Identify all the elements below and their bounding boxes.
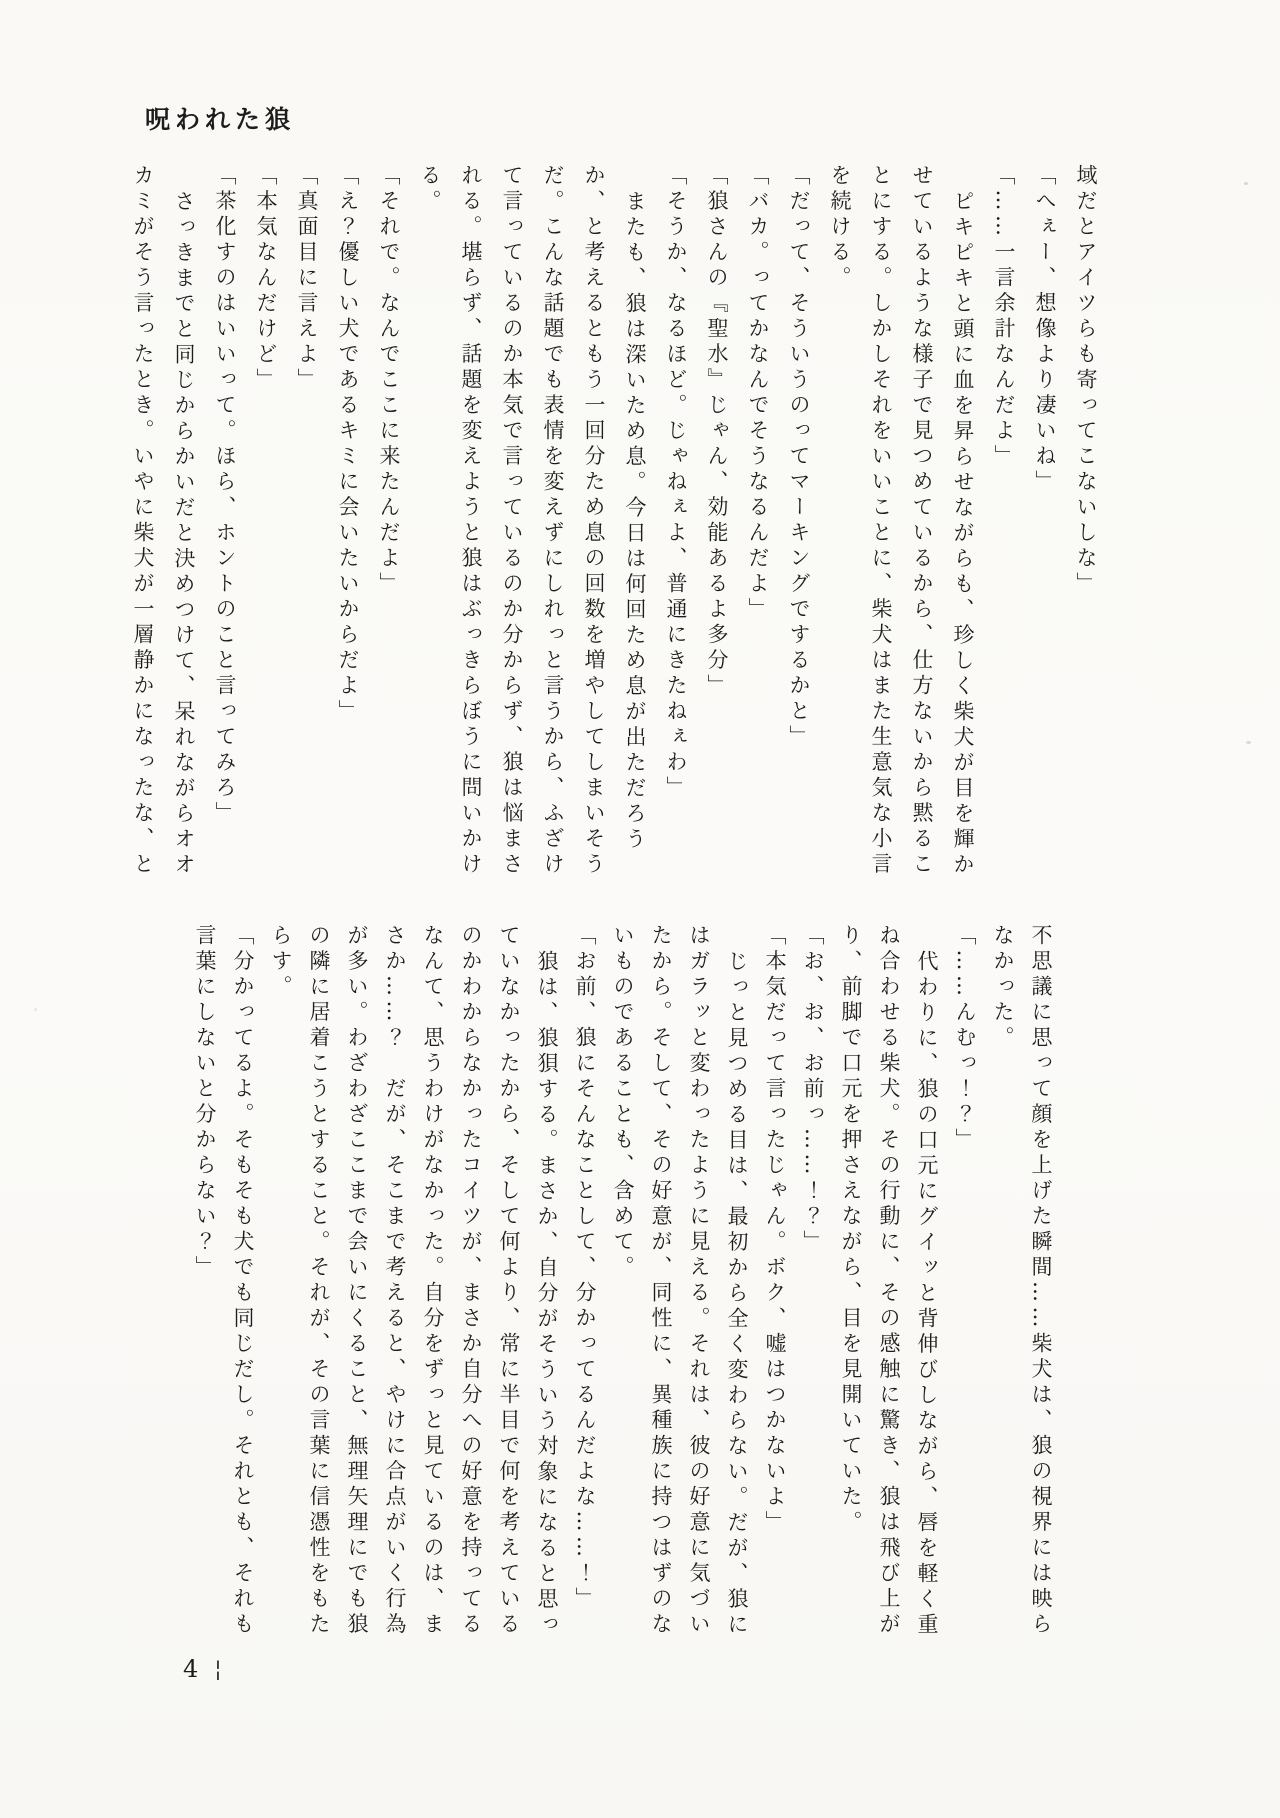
text-paragraph: 「……一言余計なんだよ」	[992, 164, 1016, 470]
scan-speck	[1244, 182, 1248, 185]
text-paragraph: 「本気なんだけど」	[254, 164, 278, 394]
text-paragraph: 「茶化すのはいいって。ほら、ホントのこと言ってみろ」	[213, 164, 237, 827]
text-paragraph: 「へぇー、想像より凄いね」	[1033, 164, 1057, 496]
page-number-value: 4	[183, 1655, 199, 1683]
text-paragraph: 「それで。なんでここに来たんだよ」	[377, 164, 401, 598]
text-paragraph: 代わりに、狼の口元にグイッと背伸びしながら、唇を軽く重ね合わせる柴犬。その行動に、その感触に驚き、狼は飛び上がり、前脚で口元を押さえながら、目を見開いていた。	[839, 924, 939, 1638]
text-paragraph: 「分かってるよ。そもそも犬でも同じだし。それとも、それも言葉にしないと分からない？」	[193, 924, 255, 1638]
text-paragraph: 「……んむっ！？」	[953, 924, 977, 1154]
text-paragraph: 「え？優しい犬であるキミに会いたいからだよ」	[336, 164, 360, 725]
text-paragraph: 不思議に思って顔を上げた瞬間……柴犬は、狼の視界には映らなかった。	[991, 924, 1053, 1638]
text-paragraph: 域だとアイツらも寄ってこないしな」	[1074, 164, 1098, 598]
text-paragraph: さっきまでと同じからかいだと決めつけて、呆れながらオオカミがそう言ったとき。いやに柴犬が一層静かになったな、と	[131, 164, 196, 878]
text-paragraph: じっと見つめる目は、最初から全く変わらない。だが、狼にはガラッと変わったように見える。それは、彼の好意に気づいたから。そして、その好意が、同性に、異種族に持つはずのないものであることも、含めて。	[611, 924, 749, 1638]
text-paragraph: 「狼さんの『聖水』じゃん、効能あるよ多分」	[705, 164, 729, 700]
text-paragraph: 「真面目に言えよ」	[295, 164, 319, 394]
text-paragraph: 「そうか、なるほど。じゃねぇよ、普通にきたねぇわ」	[664, 164, 688, 802]
scan-speck	[1246, 741, 1251, 744]
text-paragraph: ピキピキと頭に血を昇らせながらも、珍しく柴犬が目を輝かせているような様子で見つめているから、仕方ないから黙ることにする。しかしそれをいいことに、柴犬はまた生意気な小言を続ける。	[828, 164, 975, 878]
page-number	[183, 1655, 222, 1685]
text-paragraph: 「だって、そういうのってマーキングでするかと」	[787, 164, 811, 751]
text-block-bottom	[182, 924, 1060, 1640]
text-paragraph: 「お前、狼にそんなことして、分かってるんだよな……！」	[573, 924, 597, 1613]
text-paragraph: 「本気だって言ったじゃん。ボク、嘘はつかないよ」	[763, 924, 787, 1536]
page-number-mark: ¦	[214, 1657, 222, 1682]
scan-speck	[34, 1008, 37, 1011]
text-paragraph: 狼は、狼狽する。まさか、自分がそういう対象になると思っていなかったから、そして何より、常に半目で何を考えているのかわからなかったコイツが、まさか自分への好意を持ってるなんて、思うわけがなかった。自分をずっと見ているのは、まさか……？ だが、そこまで考えると、やけに合点がいく行為が多い。わざわざここまで会いにくること、無理矢理にでも狼の隣に居着こうとすること。それが、その言葉に信憑性をもたらす。	[269, 924, 559, 1638]
page-title: 呪われた狼	[145, 105, 296, 134]
text-paragraph: 「お、お、お前っ……！？」	[801, 924, 825, 1256]
text-paragraph: またも、狼は深いため息。今日は何回ため息が出ただろうか、と考えるともう一回分ため息の回数を増やしてしまいそうだ。こんな話題でも表情を変えずにしれっと言うから、ふざけて言っているのか本気で言っているのか分からず、狼は悩まされる。堪らず、話題を変えようと狼はぶっきらぼうに問いかける。	[418, 164, 647, 878]
text-paragraph: 「バカ。ってかなんでそうなるんだよ」	[746, 164, 770, 623]
text-block-top	[131, 164, 1106, 880]
